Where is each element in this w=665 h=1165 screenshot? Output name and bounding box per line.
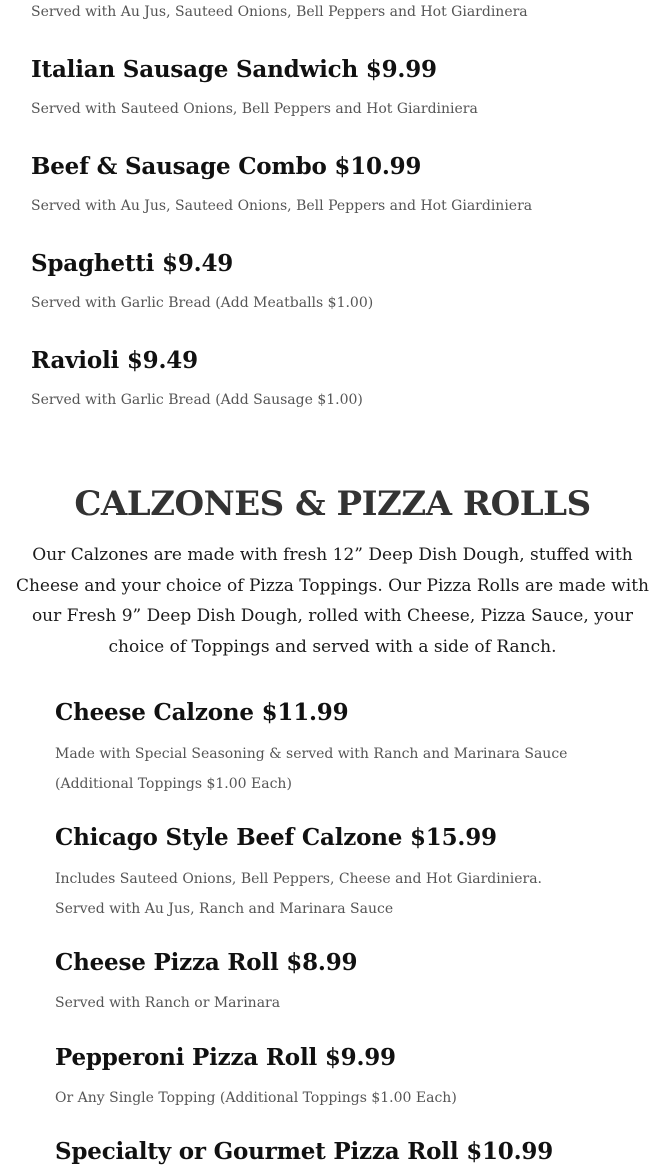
menu-item-description: Served with Garlic Bread (Add Sausage $1.00) bbox=[31, 392, 363, 408]
menu-item-description: Or Any Single Topping (Additional Toppings $1.00 Each) bbox=[55, 1090, 457, 1106]
menu-item-title: Pepperoni Pizza Roll $9.99 bbox=[55, 1044, 396, 1071]
menu-item-description: Includes Sauteed Onions, Bell Peppers, Cheese and Hot Giardiniera. Served with Au Jus, Ranch and Marinara Sauce bbox=[55, 871, 542, 917]
section-heading: CALZONES & PIZZA ROLLS bbox=[74, 484, 591, 524]
menu-item-description: Served with Ranch or Marinara bbox=[55, 995, 281, 1011]
menu-item-description: Served with Sauteed Onions, Bell Peppers and Hot Giardiniera bbox=[31, 101, 478, 117]
menu-item-title: Chicago Style Beef Calzone $15.99 bbox=[55, 824, 497, 851]
menu-item-title: Beef & Sausage Combo $10.99 bbox=[31, 153, 422, 180]
section-intro: Our Calzones are made with fresh 12” Deep Dish Dough, stuffed with Cheese and your choice of Pizza Toppings. Our Pizza Rolls are made with our Fresh 9” Deep Dish Dough, rolled with Cheese, Pizza Sauce, your choice of Toppings and served with a side of Ranch. bbox=[15, 545, 650, 657]
menu-item-description: Served with Au Jus, Sauteed Onions, Bell Peppers and Hot Giardiniera bbox=[31, 198, 533, 214]
menu-item-title: Spaghetti $9.49 bbox=[31, 250, 234, 277]
menu-item-description: Served with Garlic Bread (Add Meatballs $1.00) bbox=[31, 295, 374, 311]
menu-item-title: Cheese Pizza Roll $8.99 bbox=[55, 949, 358, 976]
item-description: Served with Au Jus, Sauteed Onions, Bell Peppers and Hot Giardinera bbox=[31, 4, 528, 20]
menu-item-title: Italian Sausage Sandwich $9.99 bbox=[31, 56, 437, 83]
menu-item-description: Made with Special Seasoning & served with Ranch and Marinara Sauce (Additional Toppings $1.00 Each) bbox=[55, 746, 568, 792]
menu-item-title: Ravioli $9.49 bbox=[31, 347, 198, 374]
menu-item-title: Cheese Calzone $11.99 bbox=[55, 699, 349, 726]
menu-item-title: Specialty or Gourmet Pizza Roll $10.99 bbox=[55, 1138, 554, 1165]
